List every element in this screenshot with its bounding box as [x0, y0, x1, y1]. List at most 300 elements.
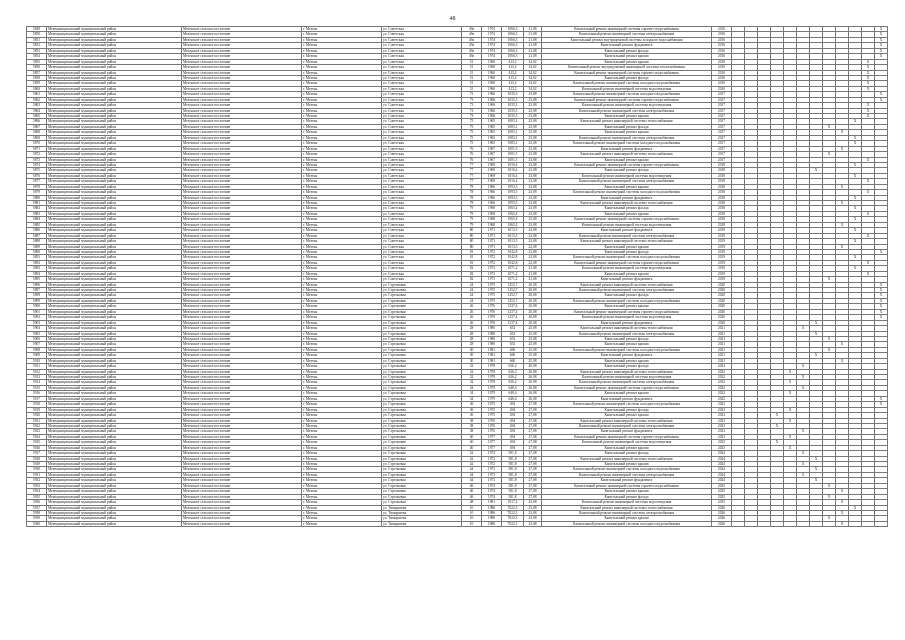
work-type-cell: Капитальный ремонт инженерной системы горячего водоснабжения	[542, 70, 712, 75]
row-number: 5940	[27, 521, 47, 526]
row-number: 5861	[27, 92, 47, 97]
district-cell: Межмуниципальный муниципальный район	[47, 282, 182, 287]
area-cell: 581,8	[502, 472, 524, 477]
municipality-cell: Мезенское сельское поселение	[182, 157, 302, 162]
work-type-cell: Капитальный ремонт внутридомовой инженерной системы теплоснабжения	[542, 65, 712, 70]
cost-cell: 27,08	[524, 423, 542, 428]
period-cell: 2019	[712, 271, 732, 276]
area-cell: 1065,4	[502, 217, 524, 222]
street-cell: ул. Советская	[382, 114, 462, 119]
period-cell: 2022	[712, 385, 732, 390]
cost-cell: 27,08	[524, 462, 542, 467]
row-number: 5929	[27, 462, 47, 467]
work-type-cell: Капитальный ремонт фасада	[542, 336, 712, 341]
period-cell: 2020	[712, 288, 732, 293]
cost-cell: 23,08	[524, 135, 542, 140]
locality-cell: г. Мезень	[302, 119, 382, 124]
municipality-cell: Мезенское сельское поселение	[182, 81, 302, 86]
period-cell: 2020	[712, 315, 732, 320]
building-cell: 24	[462, 288, 482, 293]
row-number: 5931	[27, 472, 47, 477]
area-cell: 636,2	[502, 369, 524, 374]
cost-cell: 21,08	[524, 32, 542, 37]
street-cell: ул. Советская	[382, 217, 462, 222]
mark-cell: X	[862, 211, 875, 216]
building-cell: 80	[462, 228, 482, 233]
locality-cell: г. Мезень	[302, 249, 382, 254]
building-cell: 51	[462, 75, 482, 80]
area-cell: 581,8	[502, 462, 524, 467]
cost-cell: 23,08	[524, 521, 542, 526]
district-cell: Межмуниципальный муниципальный район	[47, 293, 182, 298]
municipality-cell: Мезенское сельское поселение	[182, 146, 302, 151]
district-cell: Межмуниципальный муниципальный район	[47, 114, 182, 119]
year-cell: 1973	[482, 271, 502, 276]
district-cell: Межмуниципальный муниципальный район	[47, 249, 182, 254]
work-type-cell: Капитальный ремонт инженерной системы теплоснабжения	[542, 326, 712, 331]
row-number: 5881	[27, 201, 47, 206]
district-cell: Межмуниципальный муниципальный район	[47, 353, 182, 358]
district-cell: Межмуниципальный муниципальный район	[47, 97, 182, 102]
street-cell: ул. Советская	[382, 54, 462, 59]
street-cell: ул. Советская	[382, 239, 462, 244]
work-type-cell: Капитальный ремонт крыши	[542, 445, 712, 450]
municipality-cell: Мезенское сельское поселение	[182, 271, 302, 276]
work-type-cell: Капитальный ремонт крыши	[542, 391, 712, 396]
area-cell: 1013,5	[502, 244, 524, 249]
locality-cell: г. Мезень	[302, 396, 382, 401]
mark-cell	[797, 521, 810, 526]
municipality-cell: Мезенское сельское поселение	[182, 380, 302, 385]
year-cell: 1960	[482, 65, 502, 70]
row-number: 5878	[27, 184, 47, 189]
district-cell: Межмуниципальный муниципальный район	[47, 201, 182, 206]
cost-cell: 20,08	[524, 309, 542, 314]
area-cell: 1016,4	[502, 179, 524, 184]
area-cell: 494	[502, 402, 524, 407]
period-cell: 2023	[712, 440, 732, 445]
mark-cell: X	[849, 206, 862, 211]
mark-cell: X	[862, 81, 875, 86]
mark-cell: X	[797, 375, 810, 380]
cost-cell: 22,08	[524, 260, 542, 265]
mark-cell: X	[784, 391, 797, 396]
year-cell: 1976	[482, 423, 502, 428]
work-type-cell: Капитальный ремонт инженерной системы холодного водоснабжения	[542, 255, 712, 260]
district-cell: Межмуниципальный муниципальный район	[47, 86, 182, 91]
area-cell: 494	[502, 413, 524, 418]
work-type-cell: Капитальный ремонт крыши	[542, 244, 712, 249]
row-number: 5938	[27, 510, 47, 515]
area-cell: 1001,5	[502, 146, 524, 151]
locality-cell: г. Мезень	[302, 146, 382, 151]
municipality-cell: Мезенское сельское поселение	[182, 369, 302, 374]
period-cell: 2019	[712, 244, 732, 249]
work-type-cell: Капитальный ремонт фундамента	[542, 353, 712, 358]
period-cell: 2020	[712, 293, 732, 298]
year-cell: 1973	[482, 266, 502, 271]
district-cell: Межмуниципальный муниципальный район	[47, 326, 182, 331]
year-cell: 1980	[482, 342, 502, 347]
period-cell: 2018	[712, 206, 732, 211]
street-cell: ул. Советская	[382, 75, 462, 80]
year-cell: 1979	[482, 385, 502, 390]
year-cell: 1967	[482, 146, 502, 151]
cost-cell: 34,02	[524, 59, 542, 64]
mark-cell: X	[875, 54, 888, 59]
building-cell: 38	[462, 429, 482, 434]
period-cell: 2021	[712, 347, 732, 352]
area-cell: 1042,8	[502, 260, 524, 265]
street-cell: ул. Стрелковая	[382, 342, 462, 347]
district-cell: Межмуниципальный муниципальный район	[47, 271, 182, 276]
street-cell: ул. Советская	[382, 260, 462, 265]
work-type-cell: Капитальный ремонт инженерной системы электроснабжения	[542, 472, 712, 477]
area-cell: 413,2	[502, 81, 524, 86]
work-type-cell: Капитальный ремонт инженерной системы теплоснабжения	[542, 418, 712, 423]
street-cell: ул. Советская	[382, 190, 462, 195]
street-cell: ул. Советская	[382, 244, 462, 249]
street-cell: ул. Советская	[382, 86, 462, 91]
cost-cell: 27,08	[524, 402, 542, 407]
year-cell: 1967	[482, 157, 502, 162]
municipality-cell: Мезенское сельское поселение	[182, 521, 302, 526]
area-cell: 1065,4	[502, 222, 524, 227]
work-type-cell: Капитальный ремонт фундамента	[542, 320, 712, 325]
district-cell: Межмуниципальный муниципальный район	[47, 489, 182, 494]
locality-cell: г. Мезень	[302, 369, 382, 374]
municipality-cell: Мезенское сельское поселение	[182, 179, 302, 184]
row-number: 5891	[27, 255, 47, 260]
work-type-cell: Капитальный ремонт инженерной системы горячего водоснабжения	[542, 217, 712, 222]
district-cell: Межмуниципальный муниципальный район	[47, 380, 182, 385]
locality-cell: г. Мезень	[302, 434, 382, 439]
mark-cell: X	[810, 456, 823, 461]
locality-cell: г. Мезень	[302, 103, 382, 108]
area-cell: 1066,3	[502, 54, 524, 59]
work-type-cell: Капитальный ремонт фундамента	[542, 228, 712, 233]
cost-cell: 27,08	[524, 418, 542, 423]
row-number: 5897	[27, 288, 47, 293]
mark-cell: X	[823, 516, 836, 521]
street-cell: ул. Советская	[382, 249, 462, 254]
building-cell: 78	[462, 195, 482, 200]
cost-cell: 22,08	[524, 249, 542, 254]
street-cell: ул. Советская	[382, 206, 462, 211]
district-cell: Межмуниципальный муниципальный район	[47, 124, 182, 129]
row-number: 5879	[27, 190, 47, 195]
street-cell: ул. Стрелковая	[382, 413, 462, 418]
work-type-cell: Капитальный ремонт инженерной системы горячего водоснабжения	[542, 162, 712, 167]
street-cell: ул. Стрелковая	[382, 315, 462, 320]
area-cell: 1016,4	[502, 173, 524, 178]
period-cell: 2021	[712, 358, 732, 363]
work-type-cell: Капитальный ремонт инженерной системы теплоснабжения	[542, 505, 712, 510]
mark-cell: X	[836, 521, 849, 526]
municipality-cell: Мезенское сельское поселение	[182, 429, 302, 434]
municipality-cell: Мезенское сельское поселение	[182, 516, 302, 521]
year-cell: 1968	[482, 206, 502, 211]
municipality-cell: Мезенское сельское поселение	[182, 358, 302, 363]
municipality-cell: Мезенское сельское поселение	[182, 293, 302, 298]
municipality-cell: Мезенское сельское поселение	[182, 244, 302, 249]
year-cell: 1966	[482, 114, 502, 119]
period-cell: 2016	[712, 81, 732, 86]
row-number: 5935	[27, 494, 47, 499]
area-cell: 1013,5	[502, 239, 524, 244]
cost-cell: 21,08	[524, 43, 542, 48]
mark-cell: X	[849, 239, 862, 244]
year-cell: 1980	[482, 331, 502, 336]
area-cell: 652	[502, 331, 524, 336]
mark-cell: X	[836, 184, 849, 189]
locality-cell: г. Мезень	[302, 54, 382, 59]
year-cell: 1969	[482, 173, 502, 178]
period-cell: 2020	[712, 304, 732, 309]
district-cell: Межмуниципальный муниципальный район	[47, 347, 182, 352]
locality-cell: г. Мезень	[302, 413, 382, 418]
cost-cell: 27,08	[524, 494, 542, 499]
year-cell: 1975	[482, 293, 502, 298]
locality-cell: г. Мезень	[302, 48, 382, 53]
year-cell: 1973	[482, 478, 502, 483]
district-cell: Межмуниципальный муниципальный район	[47, 456, 182, 461]
building-cell: 77	[462, 173, 482, 178]
work-type-cell: Капитальный ремонт инженерной системы водоотведения	[542, 266, 712, 271]
year-cell: 1971	[482, 228, 502, 233]
street-cell: ул. Советская	[382, 32, 462, 37]
street-cell: ул. Советская	[382, 179, 462, 184]
area-cell: 1035,3	[502, 97, 524, 102]
cost-cell: 27,08	[524, 478, 542, 483]
building-cell: 73	[462, 103, 482, 108]
year-cell: 1971	[482, 233, 502, 238]
locality-cell: г. Мезень	[302, 353, 382, 358]
row-number: 5854	[27, 54, 47, 59]
building-cell: 34	[462, 396, 482, 401]
building-cell: 78	[462, 201, 482, 206]
street-cell: ул. Тимирязева	[382, 510, 462, 515]
row-number: 5913	[27, 375, 47, 380]
period-cell: 2024	[712, 456, 732, 461]
cost-cell: 25,08	[524, 347, 542, 352]
municipality-cell: Мезенское сельское поселение	[182, 288, 302, 293]
cost-cell: 26,08	[524, 385, 542, 390]
street-cell: ул. Стрелковая	[382, 391, 462, 396]
building-cell: 26	[462, 320, 482, 325]
district-cell: Межмуниципальный муниципальный район	[47, 211, 182, 216]
building-cell: 81	[462, 255, 482, 260]
municipality-cell: Мезенское сельское поселение	[182, 54, 302, 59]
locality-cell: г. Мезень	[302, 510, 382, 515]
row-number: 5912	[27, 369, 47, 374]
locality-cell: г. Мезень	[302, 184, 382, 189]
row-number: 5871	[27, 146, 47, 151]
row-number: 5866	[27, 119, 47, 124]
locality-cell: г. Мезень	[302, 124, 382, 129]
municipality-cell: Мезенское сельское поселение	[182, 282, 302, 287]
work-type-cell: Капитальный ремонт фасада	[542, 206, 712, 211]
period-cell: 2019	[712, 239, 732, 244]
building-cell: 42	[462, 456, 482, 461]
street-cell: ул. Советская	[382, 228, 462, 233]
municipality-cell: Мезенское сельское поселение	[182, 434, 302, 439]
period-cell: 2017	[712, 146, 732, 151]
street-cell: ул. Советская	[382, 103, 462, 108]
building-cell: 38	[462, 418, 482, 423]
street-cell: ул. Советская	[382, 266, 462, 271]
area-cell: 636,2	[502, 380, 524, 385]
work-type-cell: Капитальный ремонт инженерной системы электроснабжения	[542, 380, 712, 385]
street-cell: ул. Советская	[382, 184, 462, 189]
mark-cell: X	[823, 336, 836, 341]
street-cell: ул. Стрелковая	[382, 385, 462, 390]
row-number: 5937	[27, 505, 47, 510]
mark-cell: X	[862, 190, 875, 195]
district-cell: Межмуниципальный муниципальный район	[47, 244, 182, 249]
locality-cell: г. Мезень	[302, 364, 382, 369]
period-cell: 2019	[712, 255, 732, 260]
street-cell: ул. Советская	[382, 152, 462, 157]
period-cell: 2017	[712, 124, 732, 129]
year-cell: 1975	[482, 288, 502, 293]
mark-cell: X	[797, 451, 810, 456]
year-cell: 1981	[482, 353, 502, 358]
municipality-cell: Мезенское сельское поселение	[182, 260, 302, 265]
mark-cell	[810, 521, 823, 526]
work-type-cell: Капитальный ремонт инженерной системы электроснабжения	[542, 32, 712, 37]
row-number: 5907	[27, 342, 47, 347]
row-number: 5905	[27, 331, 47, 336]
locality-cell: г. Мезень	[302, 326, 382, 331]
area-cell: 413,2	[502, 65, 524, 70]
cost-cell: 23,08	[524, 184, 542, 189]
year-cell: 1980	[482, 336, 502, 341]
row-number: 5851	[27, 37, 47, 42]
mark-cell: X	[862, 103, 875, 108]
building-cell: 36	[462, 413, 482, 418]
mark-cell: X	[836, 358, 849, 363]
mark-cell: X	[849, 266, 862, 271]
period-cell: 2021	[712, 326, 732, 331]
cost-cell: 27,08	[524, 489, 542, 494]
row-number: 5880	[27, 195, 47, 200]
building-cell: 75	[462, 135, 482, 140]
cost-cell: 25,08	[524, 326, 542, 331]
area-cell: 494	[502, 423, 524, 428]
locality-cell: г. Мезень	[302, 451, 382, 456]
year-cell: 1960	[482, 59, 502, 64]
area-cell: 660	[502, 358, 524, 363]
row-number: 5849	[27, 27, 47, 32]
mark-cell: X	[836, 201, 849, 206]
municipality-cell: Мезенское сельское поселение	[182, 402, 302, 407]
cost-cell: 21,08	[524, 37, 542, 42]
building-cell: 46	[462, 483, 482, 488]
district-cell: Межмуниципальный муниципальный район	[47, 190, 182, 195]
municipality-cell: Мезенское сельское поселение	[182, 190, 302, 195]
building-cell: 26	[462, 309, 482, 314]
row-number: 5928	[27, 456, 47, 461]
locality-cell: г. Мезень	[302, 179, 382, 184]
building-cell: 26	[462, 315, 482, 320]
mark-cell: X	[836, 244, 849, 249]
building-cell: 34	[462, 391, 482, 396]
area-cell: 652	[502, 336, 524, 341]
mark-cell: X	[771, 413, 784, 418]
district-cell: Межмуниципальный муниципальный район	[47, 331, 182, 336]
district-cell: Межмуниципальный муниципальный район	[47, 402, 182, 407]
cost-cell: 22,08	[524, 233, 542, 238]
year-cell: 1965	[482, 119, 502, 124]
year-cell: 1975	[482, 407, 502, 412]
period-cell: 2025	[712, 489, 732, 494]
street-cell: ул. Советская	[382, 195, 462, 200]
area-cell: 581,8	[502, 494, 524, 499]
locality-cell: г. Мезень	[302, 75, 382, 80]
work-type-cell: Капитальный ремонт инженерной системы водоотведения	[542, 440, 712, 445]
area-cell: 581,8	[502, 483, 524, 488]
period-cell: 2024	[712, 478, 732, 483]
municipality-cell: Мезенское сельское поселение	[182, 48, 302, 53]
period-cell: 2020	[712, 282, 732, 287]
period-cell: 2019	[712, 233, 732, 238]
area-cell: 648,4	[502, 391, 524, 396]
year-cell: 1960	[482, 86, 502, 91]
row-number: 5873	[27, 157, 47, 162]
row-number: 5894	[27, 271, 47, 276]
municipality-cell: Мезенское сельское поселение	[182, 222, 302, 227]
area-cell: 660	[502, 353, 524, 358]
locality-cell: г. Мезень	[302, 135, 382, 140]
municipality-cell: Мезенское сельское поселение	[182, 266, 302, 271]
mark-cell: X	[849, 135, 862, 140]
district-cell: Межмуниципальный муниципальный район	[47, 429, 182, 434]
row-number: 5895	[27, 277, 47, 282]
area-cell: 648,4	[502, 396, 524, 401]
year-cell: 1976	[482, 418, 502, 423]
cost-cell: 27,08	[524, 467, 542, 472]
municipality-cell: Мезенское сельское поселение	[182, 255, 302, 260]
municipality-cell: Мезенское сельское поселение	[182, 201, 302, 206]
municipality-cell: Мезенское сельское поселение	[182, 445, 302, 450]
locality-cell: г. Мезень	[302, 206, 382, 211]
mark-cell: X	[784, 445, 797, 450]
period-cell: 2022	[712, 396, 732, 401]
row-number: 5884	[27, 217, 47, 222]
period-cell: 2026	[712, 521, 732, 526]
mark-cell	[771, 521, 784, 526]
mark-cell: X	[875, 396, 888, 401]
district-cell: Межмуниципальный муниципальный район	[47, 478, 182, 483]
street-cell: ул. Советская	[382, 271, 462, 276]
year-cell: 1969	[482, 179, 502, 184]
cost-cell: 27,08	[524, 445, 542, 450]
row-number: 5869	[27, 135, 47, 140]
building-cell: 10	[462, 521, 482, 526]
building-cell: 32	[462, 364, 482, 369]
mark-cell: X	[862, 260, 875, 265]
mark-cell: X	[823, 124, 836, 129]
area-cell: 1001,5	[502, 157, 524, 162]
year-cell: 1972	[482, 249, 502, 254]
page-number: 48	[449, 16, 456, 22]
district-cell: Межмуниципальный муниципальный район	[47, 500, 182, 505]
locality-cell: г. Мезень	[302, 516, 382, 521]
street-cell: ул. Советская	[382, 277, 462, 282]
street-cell: ул. Советская	[382, 168, 462, 173]
municipality-cell: Мезенское сельское поселение	[182, 173, 302, 178]
